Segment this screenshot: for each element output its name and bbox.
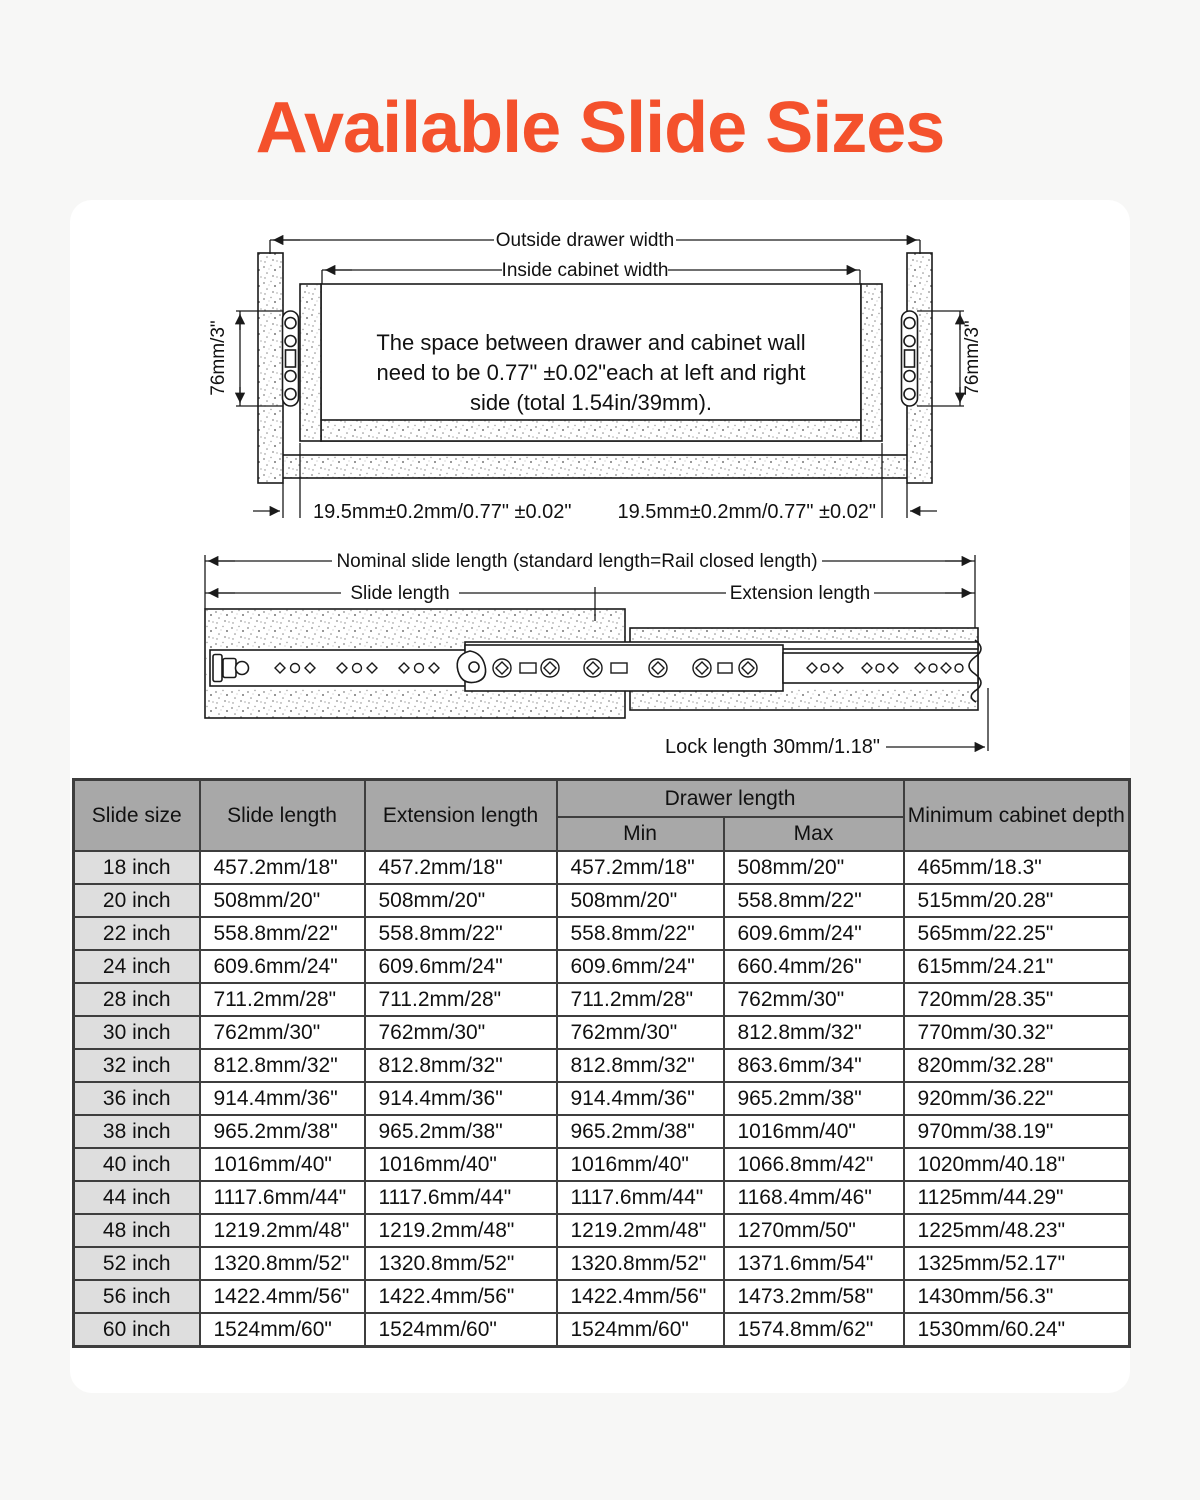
outside-width-dimension [270, 229, 920, 254]
table-row [74, 1049, 1130, 1082]
header-slide-length: Slide length [200, 780, 365, 852]
cell-drawer-min: 965.2mm/38" [557, 1115, 724, 1148]
cell-min-cabinet-depth: 465mm/18.3" [904, 851, 1130, 884]
cell-slide-size: 44 inch [74, 1181, 200, 1214]
cell-slide-length: 1219.2mm/48" [200, 1214, 365, 1247]
cell-extension-length: 1320.8mm/52" [365, 1247, 557, 1280]
table-body [74, 851, 1130, 1347]
cell-drawer-min: 1219.2mm/48" [557, 1214, 724, 1247]
cell-drawer-min: 508mm/20" [557, 884, 724, 917]
inside-width-label: Inside cabinet width [501, 260, 669, 281]
table-row [74, 884, 1130, 917]
cell-min-cabinet-depth: 615mm/24.21" [904, 950, 1130, 983]
cell-extension-length: 914.4mm/36" [365, 1082, 557, 1115]
side-clearance-label-right: 19.5mm±0.2mm/0.77" ±0.02" [617, 501, 876, 523]
table-row [74, 1016, 1130, 1049]
cell-slide-size: 28 inch [74, 983, 200, 1016]
table-row [74, 1214, 1130, 1247]
header-drawer-max: Max [724, 817, 904, 851]
cell-drawer-max: 609.6mm/24" [724, 917, 904, 950]
cell-drawer-max: 762mm/30" [724, 983, 904, 1016]
table-row [74, 1313, 1130, 1347]
side-clearance-label-left: 19.5mm±0.2mm/0.77" ±0.02" [313, 501, 572, 523]
slide-length-label: Slide length [350, 583, 450, 604]
cell-slide-size: 22 inch [74, 917, 200, 950]
cell-extension-length: 457.2mm/18" [365, 851, 557, 884]
cell-drawer-max: 1473.2mm/58" [724, 1280, 904, 1313]
cell-min-cabinet-depth: 1530mm/60.24" [904, 1313, 1130, 1347]
cell-min-cabinet-depth: 1325mm/52.17" [904, 1247, 1130, 1280]
table-row [74, 950, 1130, 983]
table-header [74, 780, 1130, 852]
inside-width-dimension [322, 259, 860, 284]
cell-extension-length: 812.8mm/32" [365, 1049, 557, 1082]
cell-min-cabinet-depth: 1430mm/56.3" [904, 1280, 1130, 1313]
cell-slide-size: 24 inch [74, 950, 200, 983]
table-row [74, 917, 1130, 950]
cell-drawer-min: 609.6mm/24" [557, 950, 724, 983]
cell-drawer-min: 1117.6mm/44" [557, 1181, 724, 1214]
cell-slide-length: 1016mm/40" [200, 1148, 365, 1181]
cell-drawer-min: 1422.4mm/56" [557, 1280, 724, 1313]
cell-drawer-max: 660.4mm/26" [724, 950, 904, 983]
cell-drawer-max: 1168.4mm/46" [724, 1181, 904, 1214]
cell-min-cabinet-depth: 970mm/38.19" [904, 1115, 1130, 1148]
cell-slide-length: 558.8mm/22" [200, 917, 365, 950]
note-line-1: The space between drawer and cabinet wall [376, 330, 806, 355]
header-extension-length: Extension length [365, 780, 557, 852]
cell-slide-length: 711.2mm/28" [200, 983, 365, 1016]
table-row [74, 983, 1130, 1016]
cell-slide-size: 36 inch [74, 1082, 200, 1115]
cell-slide-length: 1320.8mm/52" [200, 1247, 365, 1280]
cell-slide-length: 609.6mm/24" [200, 950, 365, 983]
cell-slide-size: 20 inch [74, 884, 200, 917]
header-drawer-length: Drawer length [557, 780, 904, 818]
diagram-cabinet-cross-section [70, 200, 1130, 535]
cell-min-cabinet-depth: 565mm/22.25" [904, 917, 1130, 950]
cell-slide-size: 60 inch [74, 1313, 200, 1347]
table-row [74, 1247, 1130, 1280]
cell-slide-size: 18 inch [74, 851, 200, 884]
cell-drawer-min: 762mm/30" [557, 1016, 724, 1049]
cell-extension-length: 1016mm/40" [365, 1148, 557, 1181]
cell-slide-length: 457.2mm/18" [200, 851, 365, 884]
header-drawer-min: Min [557, 817, 724, 851]
cell-extension-length: 711.2mm/28" [365, 983, 557, 1016]
cell-slide-length: 762mm/30" [200, 1016, 365, 1049]
slide-sizes-table [72, 778, 1131, 1348]
diagram-slide-length [70, 545, 1130, 775]
cell-slide-size: 48 inch [74, 1214, 200, 1247]
cell-slide-size: 30 inch [74, 1016, 200, 1049]
cell-slide-size: 52 inch [74, 1247, 200, 1280]
cell-drawer-max: 1016mm/40" [724, 1115, 904, 1148]
cell-drawer-min: 914.4mm/36" [557, 1082, 724, 1115]
cell-extension-length: 609.6mm/24" [365, 950, 557, 983]
cell-drawer-min: 711.2mm/28" [557, 983, 724, 1016]
cell-slide-length: 508mm/20" [200, 884, 365, 917]
cell-drawer-max: 863.6mm/34" [724, 1049, 904, 1082]
cell-slide-size: 40 inch [74, 1148, 200, 1181]
table-row [74, 1082, 1130, 1115]
cell-drawer-min: 1016mm/40" [557, 1148, 724, 1181]
cell-drawer-max: 508mm/20" [724, 851, 904, 884]
cell-min-cabinet-depth: 515mm/20.28" [904, 884, 1130, 917]
cell-slide-size: 32 inch [74, 1049, 200, 1082]
cell-slide-length: 1524mm/60" [200, 1313, 365, 1347]
table-row [74, 1280, 1130, 1313]
cell-min-cabinet-depth: 1225mm/48.23" [904, 1214, 1130, 1247]
cell-drawer-min: 812.8mm/32" [557, 1049, 724, 1082]
table-row [74, 1181, 1130, 1214]
cell-drawer-max: 558.8mm/22" [724, 884, 904, 917]
cell-extension-length: 1117.6mm/44" [365, 1181, 557, 1214]
slide-rail-cross-section-right [902, 311, 918, 406]
cell-drawer-max: 965.2mm/38" [724, 1082, 904, 1115]
cell-slide-size: 56 inch [74, 1280, 200, 1313]
cell-drawer-max: 1270mm/50" [724, 1214, 904, 1247]
nominal-length-label: Nominal slide length (standard length=Rail closed length) [336, 551, 818, 572]
cell-extension-length: 1524mm/60" [365, 1313, 557, 1347]
cell-min-cabinet-depth: 1020mm/40.18" [904, 1148, 1130, 1181]
note-line-2: need to be 0.77" ±0.02"each at left and right [376, 360, 806, 385]
slide-rail-cross-section-left [283, 311, 299, 406]
cell-min-cabinet-depth: 920mm/36.22" [904, 1082, 1130, 1115]
cell-min-cabinet-depth: 820mm/32.28" [904, 1049, 1130, 1082]
table-row [74, 851, 1130, 884]
lock-length-label: Lock length 30mm/1.18" [665, 736, 880, 758]
cell-slide-length: 812.8mm/32" [200, 1049, 365, 1082]
cell-drawer-min: 457.2mm/18" [557, 851, 724, 884]
cell-min-cabinet-depth: 1125mm/44.29" [904, 1181, 1130, 1214]
table-row [74, 1148, 1130, 1181]
cell-extension-length: 1219.2mm/48" [365, 1214, 557, 1247]
cell-slide-length: 1117.6mm/44" [200, 1181, 365, 1214]
cell-drawer-max: 1066.8mm/42" [724, 1148, 904, 1181]
cabinet-bottom-board [268, 455, 922, 478]
cell-slide-length: 965.2mm/38" [200, 1115, 365, 1148]
cell-extension-length: 965.2mm/38" [365, 1115, 557, 1148]
cell-min-cabinet-depth: 770mm/30.32" [904, 1016, 1130, 1049]
cell-drawer-min: 1524mm/60" [557, 1313, 724, 1347]
cell-min-cabinet-depth: 720mm/28.35" [904, 983, 1130, 1016]
cell-drawer-max: 812.8mm/32" [724, 1016, 904, 1049]
cell-drawer-min: 1320.8mm/52" [557, 1247, 724, 1280]
cell-slide-length: 1422.4mm/56" [200, 1280, 365, 1313]
cell-extension-length: 762mm/30" [365, 1016, 557, 1049]
cell-drawer-min: 558.8mm/22" [557, 917, 724, 950]
note-line-3: side (total 1.54in/39mm). [469, 390, 713, 415]
header-min-cabinet-depth: Minimum cabinet depth [904, 780, 1130, 852]
rail-height-label-right: 76mm/3" [962, 320, 983, 396]
extension-length-label: Extension length [729, 583, 871, 604]
cell-extension-length: 508mm/20" [365, 884, 557, 917]
outside-width-label: Outside drawer width [495, 230, 675, 251]
page-title: Available Slide Sizes [255, 88, 945, 168]
header-slide-size: Slide size [74, 780, 200, 852]
cell-drawer-max: 1371.6mm/54" [724, 1247, 904, 1280]
cell-extension-length: 558.8mm/22" [365, 917, 557, 950]
rail-height-label-left: 76mm/3" [208, 320, 229, 396]
content-card [70, 200, 1130, 1393]
cell-drawer-max: 1574.8mm/62" [724, 1313, 904, 1347]
cell-slide-size: 38 inch [74, 1115, 200, 1148]
table-row [74, 1115, 1130, 1148]
cell-slide-length: 914.4mm/36" [200, 1082, 365, 1115]
cell-extension-length: 1422.4mm/56" [365, 1280, 557, 1313]
